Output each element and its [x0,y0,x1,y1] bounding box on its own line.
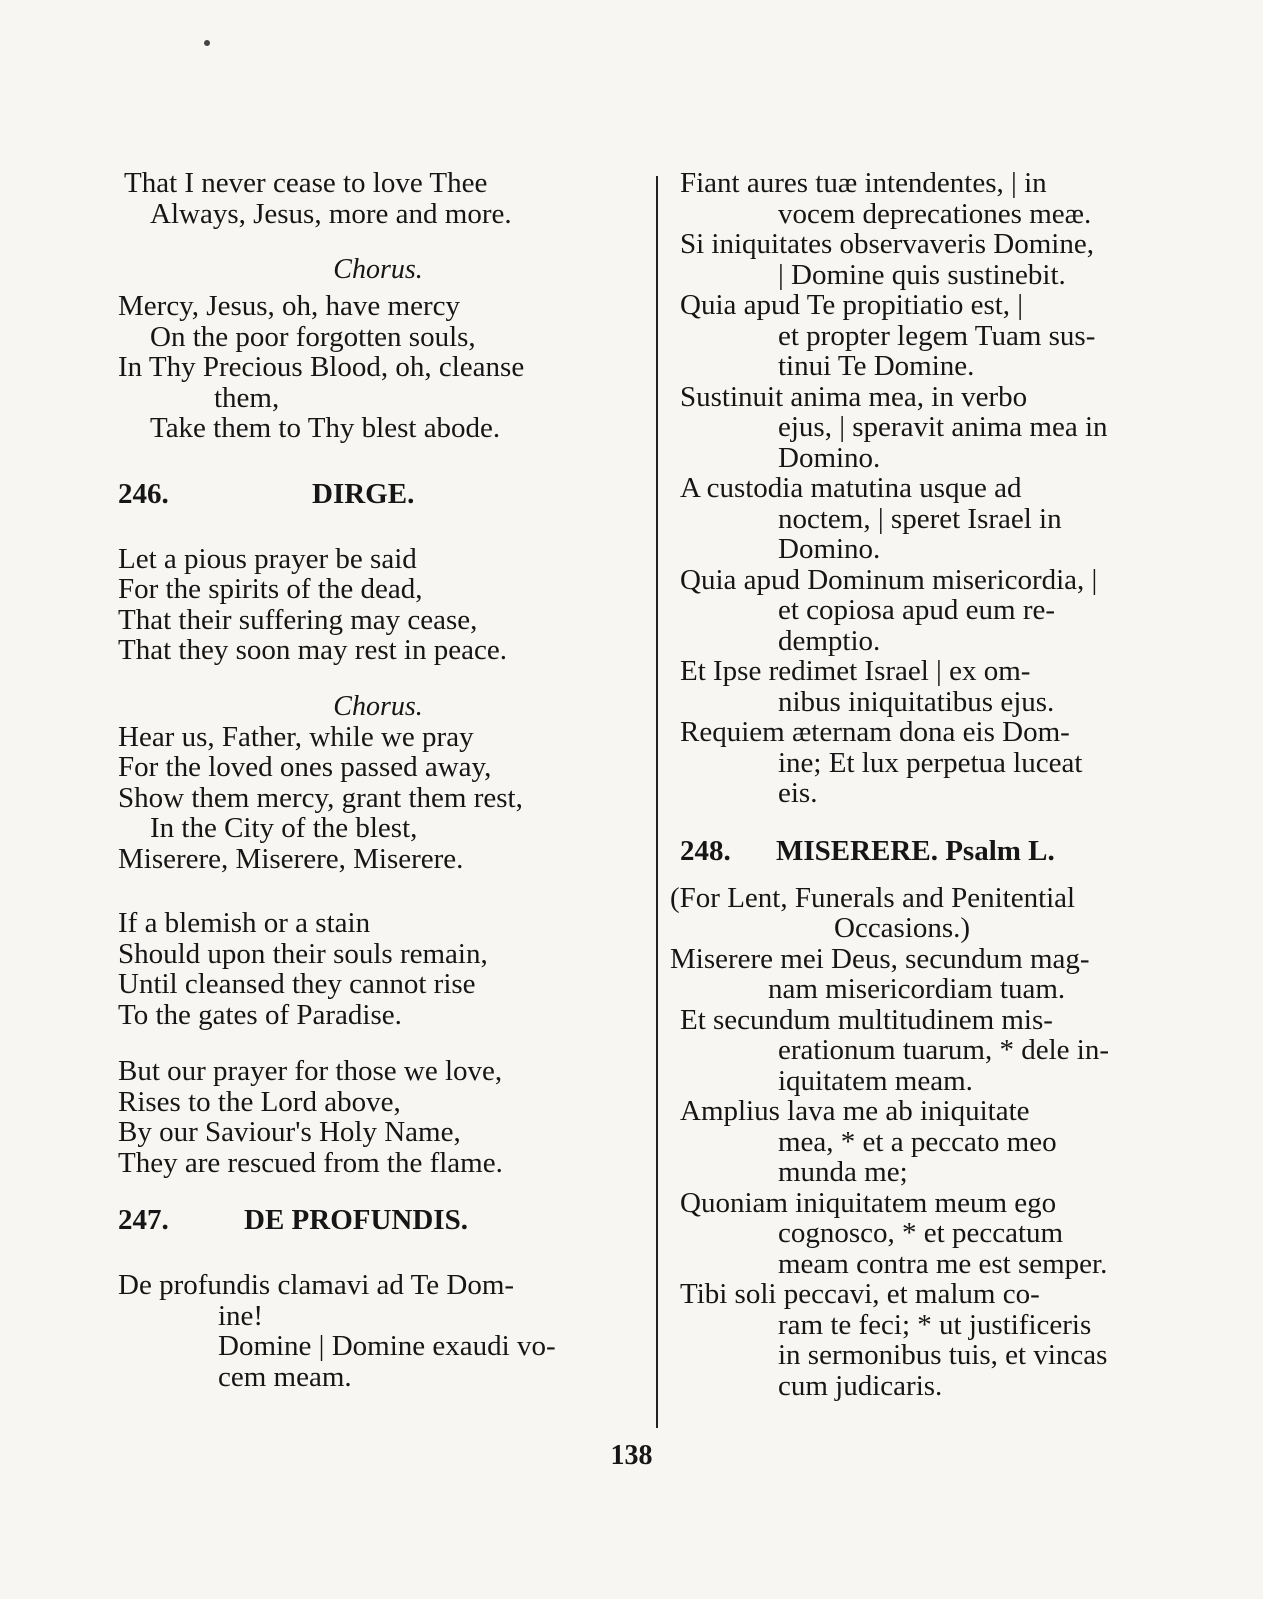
chorus-label: Chorus. [333,254,423,285]
subtitle-line: Occasions.) [834,912,971,944]
verse-line: Miserere mei Deus, secundum mag- [670,942,1090,975]
verse [680,717,1200,809]
verse [680,1188,1200,1280]
verse-line: Amplius lava me ab iniquitate [680,1095,1030,1127]
verse [680,1279,1200,1401]
verse-line: Rises to the Lord above, [118,1085,401,1118]
verse-line: cognosco, * et peccatum [778,1217,1064,1249]
chorus-label: Chorus. [333,690,423,722]
verse-line: Mercy, Jesus, oh, have mercy [118,290,460,322]
miserere-subtitle [670,883,1200,944]
verse [680,656,1200,717]
psalm-text [118,1270,638,1392]
verse-line: Domino. [778,441,881,474]
verse-line: et copiosa apud eum re- [778,594,1056,626]
page-number: 138 [610,1440,653,1471]
verse-line: A custodia matutina usque ad [680,472,1022,504]
verse-line: noctem, | speret Israel in [778,502,1062,535]
verse-line: On the poor forgotten souls, [150,320,476,353]
verse-line: ram te feci; * ut justificeris [778,1308,1092,1341]
stanza [118,544,638,666]
verse-line: De profundis clamavi ad Te Dom- [118,1269,515,1301]
verse-line: But our prayer for those we love, [118,1055,503,1087]
verse-line: They are rescued from the flame. [118,1146,503,1179]
subtitle-line: (For Lent, Funerals and Penitential [670,881,1076,914]
verse-line: cum judicaris. [778,1369,943,1402]
verse-line: demptio. [778,624,881,657]
verse-line: That their suffering may cease, [118,603,478,636]
verse-line: ine! [218,1299,264,1332]
hymn-number: 246. [118,477,169,510]
verse-line: Domine | Domine exaudi vo- [218,1330,556,1362]
hymn-number: 248. [680,834,731,867]
verse [680,565,1200,657]
miserere-heading [680,835,1200,867]
verse [680,1005,1200,1097]
hymn-title: MISERERE. Psalm L. [776,834,1055,867]
verse [680,1096,1200,1188]
verse [680,473,1200,565]
right-column [670,167,1200,1402]
verse-line: By our Saviour's Holy Name, [118,1116,461,1148]
verse-line: In the City of the blest, [150,812,418,844]
verse [680,229,1200,290]
verse-line: Quia apud Dominum misericordia, | [680,563,1098,596]
verse [680,168,1200,229]
verse-line: Sustinuit anima mea, in verbo [680,380,1028,413]
verse-line: Show them mercy, grant them rest, [118,781,523,814]
verse-line: ine; Et lux perpetua luceat [778,746,1083,779]
verse-line: Miserere, Miserere, Miserere. [118,842,464,875]
verse-line: them, [214,381,280,414]
verse-line: Take them to Thy blest abode. [150,412,501,444]
column-divider [656,176,658,1428]
left-column [118,168,638,1392]
verse-line: Always, Jesus, more and more. [150,197,512,230]
verse-line: iquitatem meam. [778,1064,973,1097]
verse-line: cem meam. [218,1360,352,1393]
verse-line: eis. [778,777,818,809]
dirge-heading [118,478,638,510]
verse-line: For the loved ones passed away, [118,751,492,783]
hymn-ending [118,168,638,229]
verse-line: Et secundum multitudinem mis- [680,1003,1053,1036]
verse-line: Domino. [778,533,881,565]
verse-line: mea, * et a peccato meo [778,1125,1057,1158]
verse [680,290,1200,382]
verse [680,382,1200,474]
chorus [118,722,638,875]
verse-line: In Thy Precious Blood, oh, cleanse [118,351,525,383]
verse-line: Requiem æternam dona eis Dom- [680,716,1070,748]
stanza [118,908,638,1030]
verse-line: munda me; [778,1156,908,1188]
verse-line: Should upon their souls remain, [118,937,488,970]
verse-line: in sermonibus tuis, et vincas [778,1339,1108,1371]
hymn-title: DE PROFUNDIS. [244,1204,468,1236]
verse-line: erationum tuarum, * dele in- [778,1034,1109,1066]
verse-line: Si iniquitates observaveris Domine, [680,228,1094,260]
verse-line: Et Ipse redimet Israel | ex om- [680,655,1031,687]
verse-line: | Domine quis sustinebit. [778,258,1066,291]
verse-line: For the spirits of the dead, [118,573,423,605]
verse-line: meam contra me est semper. [778,1247,1108,1280]
stanza [118,1056,638,1178]
verse-line: nibus iniquitatibus ejus. [778,685,1055,718]
verse-line: Hear us, Father, while we pray [118,720,474,753]
verse-line: Tibi soli peccavi, et malum co- [680,1278,1040,1310]
verse [670,944,1200,1005]
verse-line: That I never cease to love Thee [124,167,488,199]
hymn-title: DIRGE. [312,477,415,510]
de-profundis-heading [118,1204,638,1236]
verse-line: That they soon may rest in peace. [118,634,507,666]
verse-line: To the gates of Paradise. [118,998,402,1031]
verse-line: Until cleansed they cannot rise [118,968,476,1000]
verse-line: If a blemish or a stain [118,907,371,939]
verse-line: nam misericordiam tuam. [768,973,1066,1005]
verse-line: Fiant aures tuæ intendentes, | in [680,167,1047,199]
hymn-number: 247. [118,1204,169,1236]
verse-line: et propter legem Tuam sus- [778,319,1096,352]
verse-line: tinui Te Domine. [778,350,975,382]
verse-line: Quia apud Te propitiatio est, | [680,289,1024,321]
ink-speck [204,40,210,46]
verse-line: ejus, | speravit anima mea in [778,411,1108,443]
verse-line: Quoniam iniquitatem meum ego [680,1186,1057,1219]
psalm-text [670,942,1200,1402]
verse-line: vocem deprecationes meæ. [778,197,1092,230]
chorus [118,291,638,444]
verse-line: Let a pious prayer be said [118,542,417,575]
